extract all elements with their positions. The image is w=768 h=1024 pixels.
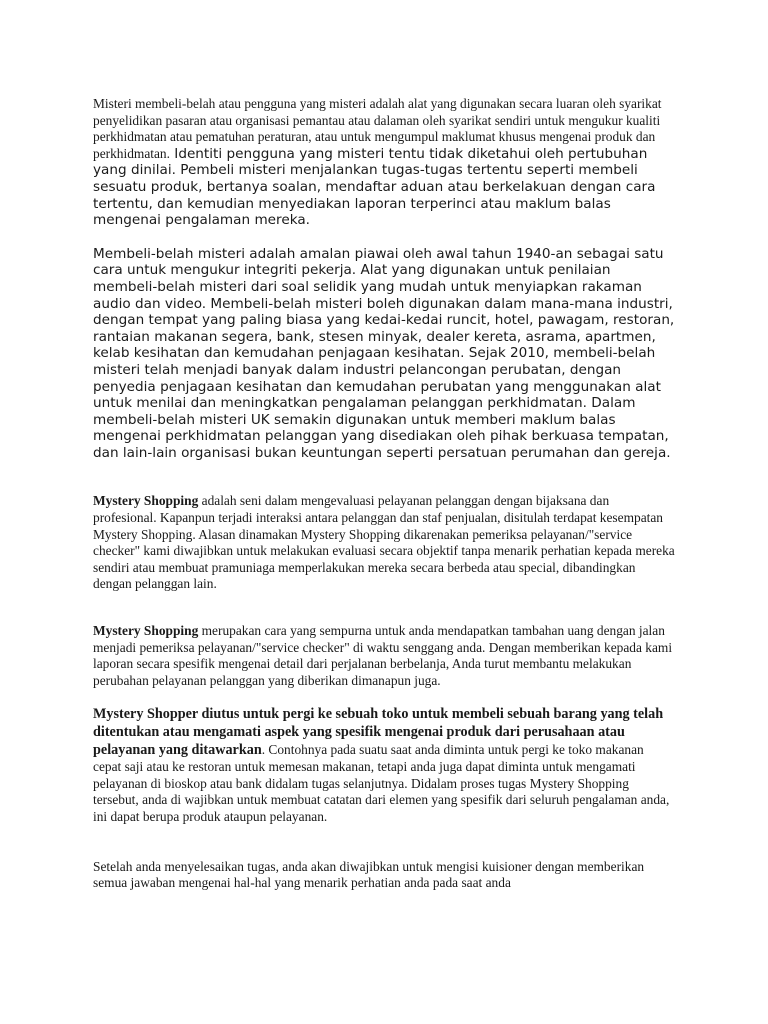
document-body [93, 96, 675, 892]
paragraph-6: Setelah anda menyelesaikan tugas, anda akan diwajibkan untuk mengisi kuisioner dengan memberikan semua jawaban mengenai hal-hal yang menarik perhatian anda pada saat anda [93, 858, 645, 891]
paragraph-3-bold-lead: Mystery Shopping [93, 493, 199, 509]
paragraph-4-text: merupakan cara yang sempurna untuk anda mendapatkan tambahan uang dengan jalan menjadi pemeriksa pelayanan/"service checker" di waktu senggang anda. Dengan memberikan kepada kami laporan secara spesifik mengenai detail dari perjalanan berbelanja, Anda turut membantu melakukan perubahan pelayanan pelanggan yang diberikan dimanapun juga. [93, 623, 673, 688]
paragraph-4 [93, 623, 675, 689]
paragraph-3-text: adalah seni dalam mengevaluasi pelayanan pelanggan dengan bijaksana dan profesional. Kapanpun terjadi interaksi antara pelanggan dan staf penjualan, disitulah terdapat kesempatan Mystery Shopping. Alasan dinamakan Mystery Shopping dikarenakan pemeriksa pelayanan/"service checker" kami diwajibkan untuk melakukan evaluasi secara objektif tanpa menarik perhatian kepada mereka sendiri atau membuat pramuniaga memperlakukan mereka secara berbeda atau special, dibandingkan dengan pelanggan lain. [93, 493, 675, 592]
paragraph-5 [93, 706, 675, 825]
paragraph-2: Membeli-belah misteri adalah amalan piawai oleh awal tahun 1940-an sebagai satu cara untuk mengukur integriti pekerja. Alat yang digunakan untuk penilaian membeli-belah misteri dari soal selidik yang mudah untuk menyiapkan rakaman audio dan video. Membeli-belah misteri boleh digunakan dalam mana-mana industri, dengan tempat yang paling biasa yang kedai-kedai runcit, hotel, pawagam, restoran, rantaian makanan segera, bank, stesen minyak, dealer kereta, asrama, apartmen, kelab kesihatan dan kemudahan penjagaan kesihatan. Sejak 2010, membeli-belah misteri telah menjadi banyak dalam industri pelancongan perubatan, dengan penyedia penjagaan kesihatan dan kemudahan perubatan yang menggunakan alat untuk menilai dan meningkatkan pengalaman pelanggan perkhidmatan. Dalam membeli-belah misteri UK semakin digunakan untuk memberi maklum balas mengenai perkhidmatan pelanggan yang disediakan oleh pihak berkuasa tempatan, dan lain-lain organisasi bukan keuntungan seperti persatuan perumahan dan gereja. [93, 245, 675, 461]
paragraph-5-text: . Contohnya pada suatu saat anda diminta untuk pergi ke toko makanan cepat saji atau ke restoran untuk memesan makanan, tetapi anda juga dapat diminta untuk mengamati pelayanan di bioskop atau bank didalam tugas selanjutnya. Didalam proses tugas Mystery Shopping tersebut, anda di wajibkan untuk membuat catatan dari elemen yang spesifik dari seluruh pengalaman anda, ini dapat berupa produk ataupun pelayanan. [93, 741, 670, 824]
paragraph-1-serif-text: Misteri membeli-belah atau pengguna yang misteri adalah alat yang digunakan secara luaran oleh syarikat penyelidikan pasaran atau organisasi pemantau atau dalaman oleh syarikat sendiri untuk mengukur kualiti perkhidmatan atau pematuhan peraturan, atau untuk mengumpul maklumat khusus mengenai produk dan perkhidmatan. [93, 96, 662, 161]
paragraph-1-sans-text: Identiti pengguna yang misteri tentu tidak diketahui oleh pertubuhan yang dinilai. Pembeli misteri menjalankan tugas-tugas tertentu seperti membeli sesuatu produk, bertanya soalan, mendaftar aduan atau berkelakuan dengan cara tertentu, dan kemudian menyediakan laporan terperinci atau maklum balas mengenai pengalaman mereka. [93, 145, 656, 229]
paragraph-1 [93, 96, 675, 229]
paragraph-4-bold-lead: Mystery Shopping [93, 623, 199, 639]
paragraph-3 [93, 493, 675, 593]
paragraph-5-bold-lead: Mystery Shopper diutus untuk pergi ke sebuah toko untuk membeli sebuah barang yang telah ditentukan atau mengamati aspek yang spesifik mengenai produk dari perusahaan atau pelayanan yang ditawarkan [93, 706, 664, 758]
